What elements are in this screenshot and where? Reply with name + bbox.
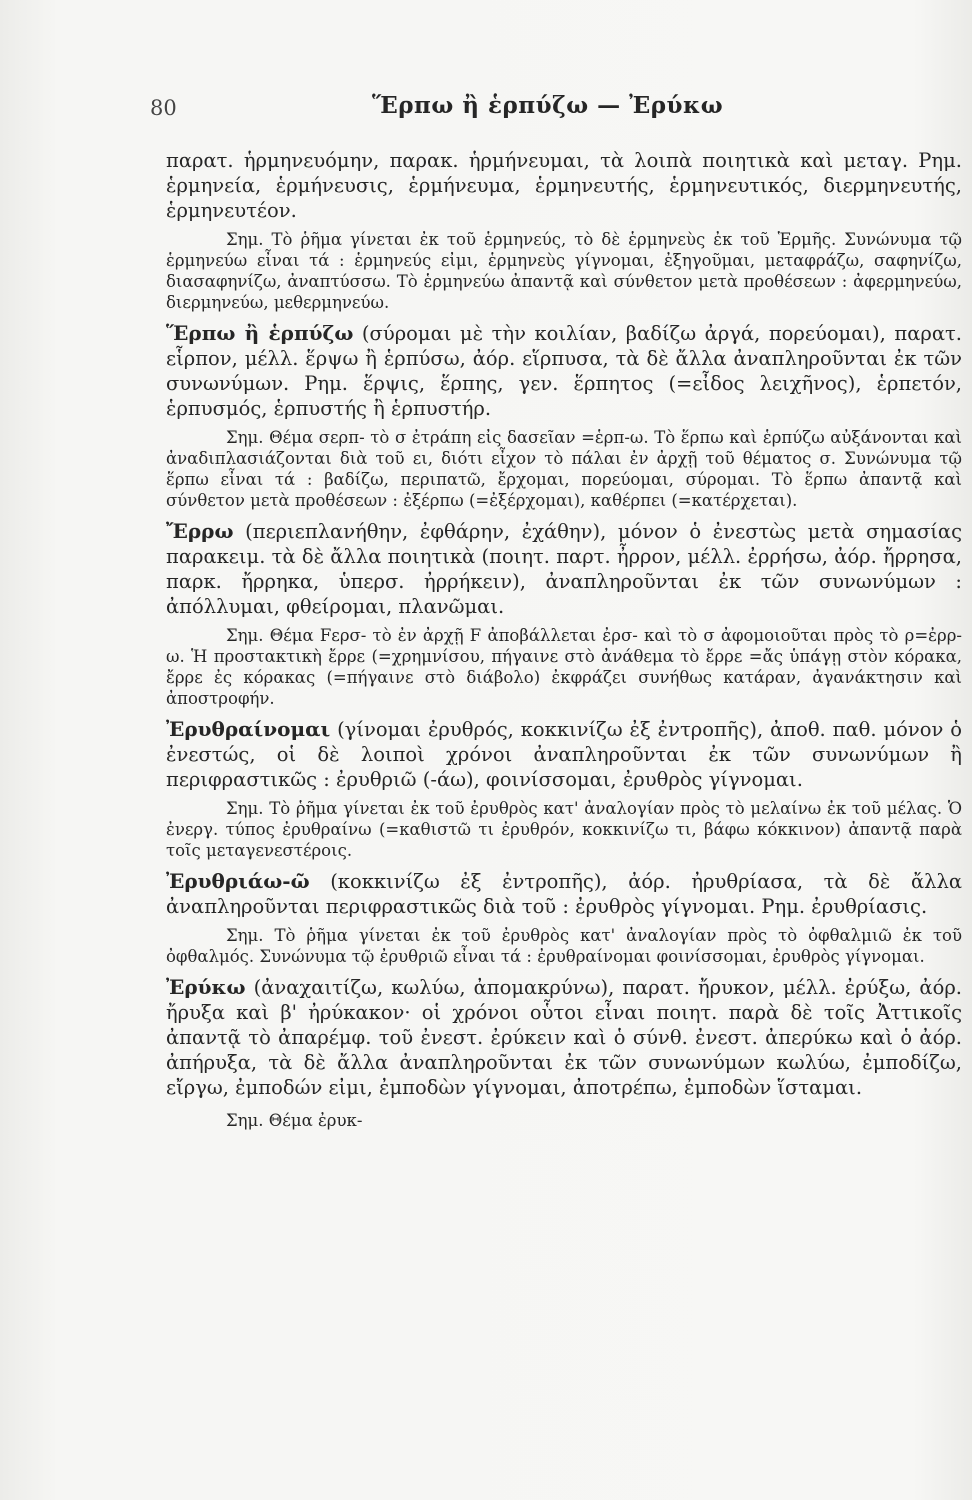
entry-erythriao-text: (κοκκινίζω ἐξ ἐντροπῆς), ἀόρ. ἠρυθρίασα, τὰ δὲ ἄλλα ἀναπληροῦνται περιφραστικῶς διὰ τοῦ : ἐρυθρὸς γίγνομαι. Ρημ. ἐρυθρίασις. bbox=[166, 870, 962, 918]
entry-erpo-text: (σύρομαι μὲ τὴν κοιλίαν, βαδίζω ἀργά, πορεύομαι), παρατ. εἷρπον, μέλλ. ἕρψω ἢ ἑρπύσω, ἀόρ. εἵρπυσα, τὰ δὲ ἄλλα ἀναπληροῦνται ἐκ τῶν συνωνύμων. Ρημ. ἕρψις, ἕρπης, γεν. ἕρπητος (=εἶδος λειχῆνος), ἑρπετόν, ἑρπυσμός, ἑρπυστής ἢ ἑρπυστήρ. bbox=[166, 322, 962, 420]
entry-erythriao bbox=[166, 869, 962, 919]
page-header bbox=[150, 92, 970, 132]
note-erpo: Σημ. Θέμα σερπ- τὸ σ ἐτράπη εἰς δασεῖαν =ἑρπ-ω. Τὸ ἕρπω καὶ ἑρπύζω αὐξάνονται καὶ ἀναδιπλασιάζονται διὰ τοῦ ει, διότι εἶχον τὸ πάλαι ἐν ἀρχῇ τοῦ θέματος σ. Συνώνυμα τῷ ἕρπω εἶναι τά : βαδίζω, περιπατῶ, ἔρχομαι, πορεύομαι, σύρομαι. Τὸ ἕρπω ἀπαντᾷ καὶ σύνθετον μετὰ προθέσεων : ἐξέρπω (=ἐξέρχομαι), καθέρπει (=κατέρχεται). bbox=[166, 428, 962, 510]
note-eryko: Σημ. Θέμα ἐρυκ- bbox=[226, 1111, 363, 1130]
entry-erro bbox=[166, 519, 962, 619]
entry-eryko bbox=[166, 975, 962, 1100]
entry-erythrainomai-text: (γίνομαι ἐρυθρός, κοκκινίζω ἐξ ἐντροπῆς), ἀποθ. παθ. μόνον ὁ ἐνεστώς, οἱ δὲ λοιποὶ χρόνοι ἀναπληροῦνται ἐκ τῶν συνωνύμων ἢ περιφραστικῶς : ἐρυθριῶ (-άω), φοινίσσομαι, ἐρυθρὸς γίγνομαι. bbox=[166, 718, 962, 791]
entry-erpo bbox=[166, 321, 962, 421]
lemma-erythrainomai: Ἐρυθραίνομαι bbox=[166, 717, 331, 741]
note-erythriao: Σημ. Τὸ ῥῆμα γίνεται ἐκ τοῦ ἐρυθρὸς κατ' ἀναλογίαν πρὸς τὸ ὀφθαλμιῶ ἐκ τοῦ ὀφθαλμός. Συνώνυμα τῷ ἐρυθριῶ εἶναι τά : ἐρυθραίνομαι φοινίσσομαι, ἐρυθρὸς γίγνομαι. bbox=[166, 926, 962, 966]
lemma-eryko: Ἐρύκω bbox=[166, 975, 246, 999]
note-erro: Σημ. Θέμα Fερσ- τὸ ἐν ἀρχῇ F ἀποβάλλεται ἐρσ- καὶ τὸ σ ἀφομοιοῦται πρὸς τὸ ρ=ἐρρ-ω. Ἡ προστακτικὴ ἔρρε (=χρημνίσου, πήγαινε στὸ ἀνάθεμα τὸ ἔρρε =ἄς ὑπάγῃ στὸν κόρακα, ἔρρε ἐς κόρακας (=πήγαινε στὸ διάβολο) ἐκφράζει συνήθως κατάραν, ἀγανάκτησιν καὶ ἀποστροφήν. bbox=[166, 626, 962, 708]
lemma-erpo: Ἕρπω ἢ ἑρπύζω bbox=[166, 321, 354, 345]
note-erythrainomai: Σημ. Τὸ ῥῆμα γίνεται ἐκ τοῦ ἐρυθρὸς κατ' ἀναλογίαν πρὸς τὸ μελαίνω ἐκ τοῦ μέλας. Ὁ ἐνεργ. τύπος ἐρυθραίνω (=καθιστῶ τι ἐρυθρόν, κοκκινίζω τι, βάφω κόκκινον) ἀπαντᾷ παρὰ τοῖς μεταγενεστέροις. bbox=[166, 799, 962, 860]
page-number: 80 bbox=[150, 96, 177, 120]
running-title: Ἕρπω ἢ ἑρπύζω — Ἐρύκω bbox=[372, 92, 724, 119]
entry-erythrainomai bbox=[166, 717, 962, 792]
page-body bbox=[166, 148, 962, 1131]
lemma-erythriao: Ἐρυθριάω-ῶ bbox=[166, 869, 310, 893]
entry-continuation: παρατ. ἡρμηνευόμην, παρακ. ἡρμήνευμαι, τὰ λοιπὰ ποιητικὰ καὶ μεταγ. Ρημ. ἑρμηνεία, ἑρμήνευσις, ἑρμήνευμα, ἑρμηνευτής, ἑρμηνευτικός, διερμηνευτής, ἑρμηνευτέον. bbox=[166, 149, 962, 222]
entry-eryko-text: (ἀναχαιτίζω, κωλύω, ἀπομακρύνω), παρατ. ἤρυκον, μέλλ. ἐρύξω, ἀόρ. ἤρυξα καὶ β' ἠρύκακον· οἱ χρόνοι οὗτοι εἶναι ποιητ. παρὰ δὲ τοῖς Ἀττικοῖς ἀπαντᾷ τὸ ἀπαρέμφ. τοῦ ἐνεστ. ἐρύκειν καὶ ὁ σύνθ. ἐνεστ. ἀπερύκω καὶ ὁ ἀόρ. ἀπήρυξα, τὰ δὲ ἄλλα ἀναπληροῦνται ἐκ τῶν συνωνύμων κωλύω, ἐμποδίζω, εἴργω, ἐμποδών εἰμι, ἐμποδὼν γίγνομαι, ἀποτρέπω, ἐμποδὼν ἵσταμαι. bbox=[166, 976, 962, 1099]
entry-erro-text: (περιεπλανήθην, ἐφθάρην, ἐχάθην), μόνον ὁ ἐνεστὼς μετὰ σημασίας παρακειμ. τὰ δὲ ἄλλα ποιητικὰ (ποιητ. παρτ. ἦρρον, μέλλ. ἐρρήσω, ἀόρ. ἤρρησα, παρκ. ἤρρηκα, ὑπερσ. ἠρρήκειν), ἀναπληροῦνται ἐκ τῶν συνωνύμων : ἀπόλλυμαι, φθείρομαι, πλανῶμαι. bbox=[166, 520, 962, 618]
note-ermineuo: Σημ. Τὸ ῥῆμα γίνεται ἐκ τοῦ ἑρμηνεύς, τὸ δὲ ἑρμηνεὺς ἐκ τοῦ Ἑρμῆς. Συνώνυμα τῷ ἑρμηνεύω εἶναι τά : ἑρμηνεύς εἰμι, ἑρμηνεὺς γίγνομαι, ἐξηγοῦμαι, μεταφράζω, σαφηνίζω, διασαφηνίζω, ἀναπτύσσω. Τὸ ἑρμηνεύω ἀπαντᾷ καὶ σύνθετον μετὰ προθέσεων : ἀφερμηνεύω, διερμηνεύω, μεθερμηνεύω. bbox=[166, 230, 962, 312]
lemma-erro: Ἔρρω bbox=[166, 519, 234, 543]
